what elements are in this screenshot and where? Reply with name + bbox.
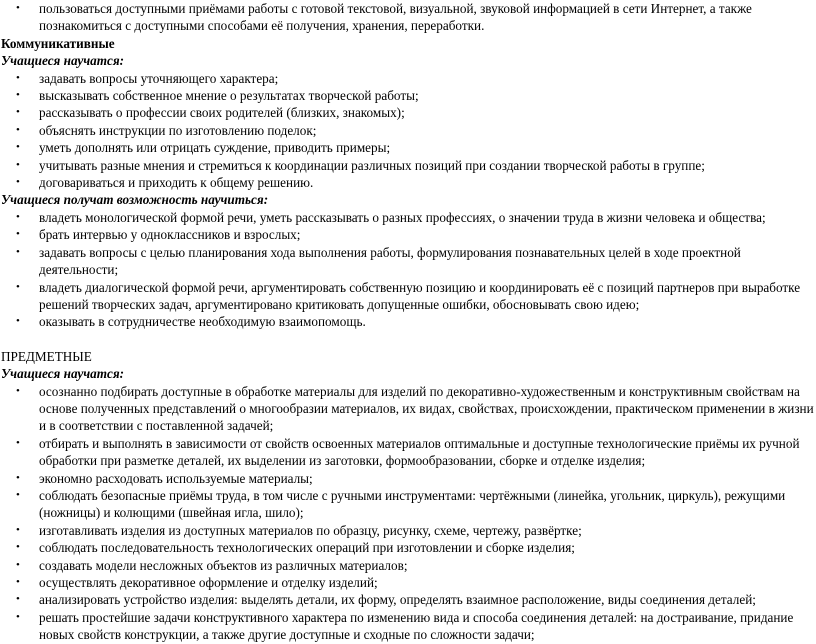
list-item-text: пользоваться доступными приёмами работы с готовой текстовой, визуальной, звуковой информацией в сети Интернет, а также познакомиться с доступными способами её получения, хранения, переработки. [39,1,752,34]
section-spacer [1,331,814,348]
bullet-icon: • [16,141,20,154]
bullet-icon: • [16,315,20,328]
bullet-icon: • [16,210,20,223]
list-item-text: брать интервью у одноклассников и взрослых; [39,227,301,243]
bullet-icon: • [16,488,20,501]
list-item [1,209,814,226]
bullet-icon: • [16,436,20,449]
list-item-text: рассказывать о профессии своих родителей (близких, знакомых); [39,105,405,121]
list-item-text: решать простейшие задачи конструктивного характера по изменению вида и способа соединения деталей: на достраивание, придание новых свойств конструкции, а также другие доступные и сходные по сложности задачи; [39,609,794,643]
list-item-text: создавать модели несложных объектов из различных материалов; [39,557,408,573]
list-item [1,591,814,608]
subject-learn-list [1,383,814,644]
list-item-text: высказывать собственное мнение о результатах творческой работы; [39,88,419,104]
list-item-text: анализировать устройство изделия: выделять детали, их форму, определять взаимное расположение, виды соединения деталей; [39,592,756,608]
list-item-text: задавать вопросы с целью планирования хода выполнения работы, формулирования познавательных целей в ходе проектной деятельности; [39,244,741,278]
bullet-icon: • [16,523,20,536]
subheading-chance: Учащиеся получат возможность научиться: [1,192,269,208]
list-item [1,539,814,556]
subheading-learn: Учащиеся научатся: [1,53,125,69]
bullet-icon: • [16,541,20,554]
intro-list [1,0,814,35]
list-item [1,470,814,487]
list-item [1,139,814,156]
bullet-icon: • [16,71,20,84]
list-item [1,609,814,644]
list-item [1,383,814,435]
list-item [1,435,814,470]
bullet-icon: • [16,176,20,189]
communicative-learn-list [1,70,814,192]
list-item-text: договариваться и приходить к общему решению. [39,175,314,191]
bullet-icon: • [16,610,20,623]
subheading-learn: Учащиеся научатся: [1,366,125,382]
bullet-icon: • [16,558,20,571]
bullet-icon: • [16,2,20,14]
communicative-chance-list [1,209,814,331]
list-item [1,70,814,87]
list-item [1,557,814,574]
list-item [1,122,814,139]
bullet-icon: • [16,89,20,102]
list-item-text: владеть монологической формой речи, уметь рассказывать о разных профессиях, о значении труда в жизни человека и общества; [39,209,766,225]
list-item [1,87,814,104]
list-item-text: отбирать и выполнять в зависимости от свойств освоенных материалов оптимальные и доступные технологические приёмы их ручной обработки при разметке деталей, их выделении из заготовки, формообразовании, сборке и отделке изделия; [39,435,800,469]
list-item [1,0,814,35]
bullet-icon: • [16,123,20,136]
list-item [1,487,814,522]
bullet-icon: • [16,245,20,258]
list-item [1,279,814,314]
list-item-text: объяснять инструкции по изготовлению поделок; [39,122,317,138]
list-item-text: соблюдать безопасные приёмы труда, в том числе с ручными инструментами: чертёжными (линейка, угольник, циркуль), режущими (ножницы) и колющими (швейная игла, шило); [39,487,786,521]
list-item-text: задавать вопросы уточняющего характера; [39,70,279,86]
section-heading-subject: ПРЕДМЕТНЫЕ [1,348,92,364]
list-item [1,574,814,591]
section-heading-communicative: Коммуникативные [1,35,115,51]
bullet-icon: • [16,576,20,588]
list-item [1,244,814,279]
list-item-text: изготавливать изделия из доступных материалов по образцу, рисунку, схеме, чертежу, развёртке; [39,522,582,538]
list-item-text: учитывать разные мнения и стремиться к координации различных позиций при создании творческой работы в группе; [39,157,705,173]
bullet-icon: • [16,158,20,171]
list-item-text: осуществлять декоративное оформление и отделку изделий; [39,575,378,590]
bullet-icon: • [16,384,20,397]
bullet-icon: • [16,471,20,484]
list-item [1,104,814,121]
bullet-icon: • [16,593,20,606]
list-item-text: осознанно подбирать доступные в обработке материалы для изделий по декоративно-художественным и конструктивным свойствам на основе полученных представлений о многообразии материалов, их видах, свойствах, происхождении, практическом применении в жизни и в соответствии с поставленной задачей; [39,383,814,434]
list-item [1,522,814,539]
list-item-text: владеть диалогической формой речи, аргументировать собственную позицию и координировать её с позиций партнеров при выработке решений творческих задач, аргументировано критиковать допущенные ошибки, обосновывать свою идею; [39,279,801,312]
bullet-icon: • [16,228,20,241]
bullet-icon: • [16,280,20,293]
list-item-text: соблюдать последовательность технологических операций при изготовлении и сборке изделия; [39,540,575,556]
list-item [1,313,814,330]
list-item-text: экономно расходовать используемые материалы; [39,470,313,486]
list-item [1,174,814,191]
list-item-text: уметь дополнять или отрицать суждение, приводить примеры; [39,140,391,156]
bullet-icon: • [16,106,20,119]
list-item-text: оказывать в сотрудничестве необходимую взаимопомощь. [39,314,366,330]
list-item [1,157,814,174]
list-item [1,226,814,243]
